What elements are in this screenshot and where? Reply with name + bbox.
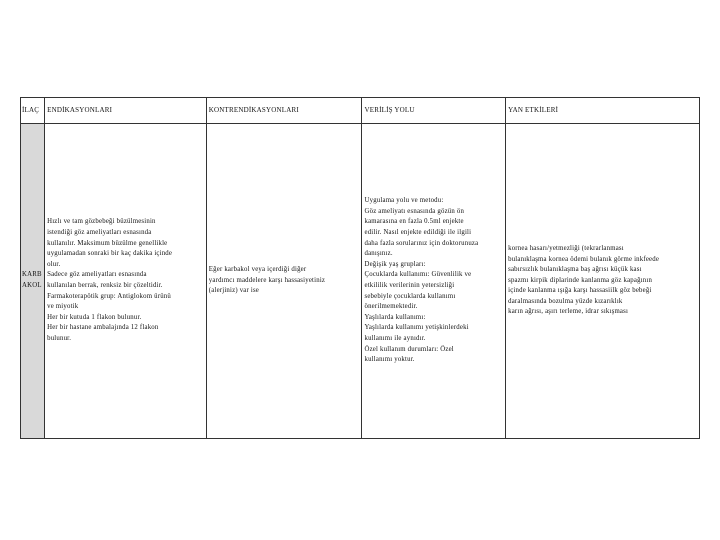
indications-cell	[45, 124, 207, 439]
administration-line: kullanımı yoktur.	[364, 356, 415, 364]
indication-line: Farmakoterapötik grup: Antiglokom ürünü	[47, 292, 171, 300]
contraindication-line: Eğer karbakol veya içerdiği diğer	[208, 266, 307, 274]
indication-line: Her bir hastane ambalajında 12 flakon	[47, 324, 159, 332]
contraindications-cell	[206, 124, 362, 439]
side-effect-line: içinde kanlanma ışığa karşı hassasiilk göz bebeği	[508, 287, 652, 295]
header-indications: ENDİKASYONLARI	[45, 98, 207, 124]
header-side-effects: YAN ETKİLERİ	[506, 98, 700, 124]
contraindication-line: (alerjiniz) var ise	[208, 287, 260, 295]
table-row	[21, 124, 700, 439]
side-effect-line: karın ağrısı, aşırı terleme, idrar sıkışması	[508, 308, 629, 316]
table-header-row	[21, 98, 700, 124]
administration-cell	[362, 124, 506, 439]
administration-line: kamarasına en fazla 0.5ml enjekte	[364, 218, 464, 226]
drug-name-line: KARB	[22, 271, 42, 279]
administration-line: sebebiyle çocuklarda kullanımı	[364, 292, 456, 300]
administration-line: Yaşlılarda kullanımı yetişkinlerdeki	[364, 324, 469, 332]
drug-name-line: AKOL	[22, 282, 42, 289]
drug-info-table	[20, 97, 700, 439]
administration-line: etkililik verilerinin yetersizliği	[364, 282, 455, 289]
indication-line: istendiği göz ameliyatları esnasında	[47, 229, 152, 237]
administration-line: Uygulama yolu ve metodu:	[364, 197, 444, 205]
indication-line: Hızlı ve tam gözbebeği büzülmesinin	[47, 218, 156, 226]
indication-line: kullanılır. Maksimum büzülme genellikle	[47, 239, 168, 247]
side-effect-line: daralmasında bozulma yüzde kızarıklık	[508, 297, 623, 305]
side-effect-line: spazmı kirpik diplarinde kanlanma göz kapağının	[508, 276, 653, 284]
side-effect-line: sabırsızlık bulanıklaşma baş ağrısı küçük kası	[508, 266, 642, 274]
administration-line: daha fazla sorularınız için doktorunuza	[364, 239, 479, 247]
indication-line: Her bir kutuda 1 flakon bulunur.	[47, 313, 142, 321]
administration-line: Göz ameliyatı esnasında gözün ön	[364, 207, 465, 215]
administration-line: Değişik yaş grupları:	[364, 260, 426, 268]
header-drug: İLAÇ	[21, 98, 45, 124]
indication-line: Sadece göz ameliyatları esnasında	[47, 271, 147, 279]
drug-name-cell	[21, 124, 45, 439]
administration-line: Özel kullanım durumları: Özel	[364, 345, 454, 353]
indication-line: ve miyotik	[47, 303, 79, 311]
side-effect-line: kornea hasarı/yetmezliği (tekrarlanması	[508, 244, 624, 252]
administration-line: önerilmemektedir.	[364, 303, 418, 311]
side-effects-cell	[506, 124, 700, 439]
indication-line: bulunur.	[47, 334, 72, 342]
header-contraindications: KONTRENDİKASYONLARI	[206, 98, 362, 124]
administration-line: edilir. Nasıl enjekte edildiği ile ilgili	[364, 229, 472, 237]
side-effect-line: bulanıklaşma kornea ödemi bulanık görme inkfeede	[508, 255, 660, 263]
contraindication-line: yardımcı maddelere karşı hassasiyetiniz	[208, 276, 326, 284]
administration-line: kullanımı ile aynıdır.	[364, 334, 426, 342]
indication-line: kullanılan berrak, renksiz bir çözeltidir.	[47, 282, 163, 289]
administration-line: Çocuklarda kullanımı: Güvenlilik ve	[364, 271, 472, 279]
indication-line: uygulamadan sonraki bir kaç dakika içinde	[47, 250, 173, 258]
header-administration: VERİLİŞ YOLU	[362, 98, 506, 124]
administration-line: danışınız.	[364, 250, 393, 258]
indication-line: olur.	[47, 260, 61, 268]
administration-line: Yaşlılarda kullanımı:	[364, 313, 426, 321]
